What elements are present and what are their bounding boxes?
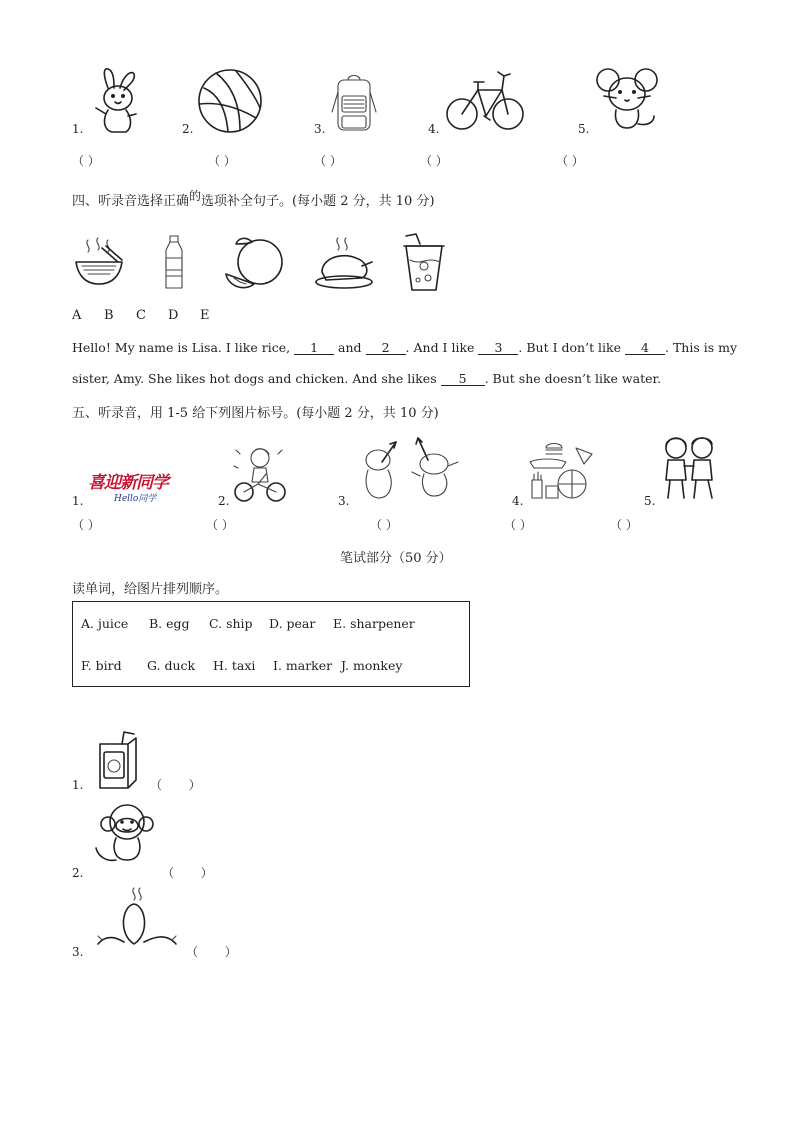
two-children-icon bbox=[656, 434, 720, 504]
backpack-icon bbox=[330, 72, 378, 134]
cloze-line-1 bbox=[72, 340, 737, 355]
word-option: E. sharpener bbox=[333, 616, 415, 631]
mouse-icon bbox=[594, 66, 660, 134]
cloze-text: . And I like bbox=[405, 340, 475, 355]
answer-blank[interactable]: （ ） bbox=[206, 518, 234, 532]
heading-superscript: 的 bbox=[189, 189, 202, 203]
item-number: 4. bbox=[512, 494, 524, 508]
word-option: J. monkey bbox=[341, 658, 403, 673]
item-number: 2. bbox=[218, 494, 230, 508]
heading-text-rest: 选项补全句子。(每小题 2 分，共 10 分) bbox=[201, 194, 435, 209]
cloze-text: sister, Amy. She likes hot dogs and chicken. And she likes bbox=[72, 371, 437, 386]
orange-icon bbox=[222, 234, 286, 292]
food-collection-icon bbox=[526, 440, 596, 504]
written-part-title: 笔试部分（50 分） bbox=[340, 551, 452, 566]
section5-heading: 五、听录音，用 1-5 给下列图片标号。(每小题 2 分，共 10 分) bbox=[72, 406, 439, 421]
word-option: C. ship bbox=[209, 616, 253, 631]
banner-subtitle: Hello同学 bbox=[114, 494, 157, 504]
item-number: 3. bbox=[72, 945, 84, 959]
item-number: 5. bbox=[644, 494, 656, 508]
answer-blank[interactable]: （ ） bbox=[504, 518, 532, 532]
item-number: 2. bbox=[72, 866, 84, 880]
bicycle-icon bbox=[444, 68, 526, 134]
word-option: H. taxi bbox=[213, 658, 256, 673]
option-letter: A bbox=[72, 308, 82, 323]
word-option: I. marker bbox=[273, 658, 333, 673]
answer-blank[interactable]: （ ） bbox=[610, 518, 638, 532]
boy-cycling-icon bbox=[232, 444, 288, 504]
item-number: 4. bbox=[428, 122, 440, 136]
answer-blank[interactable]: （ ） bbox=[162, 866, 213, 880]
answer-blank[interactable]: （ ） bbox=[208, 154, 236, 168]
answer-blank[interactable]: （ ） bbox=[72, 518, 100, 532]
item-number: 3. bbox=[338, 494, 350, 508]
monkey-icon bbox=[94, 802, 164, 866]
answer-blank[interactable]: （ ） bbox=[556, 154, 584, 168]
option-letter: B bbox=[104, 308, 114, 323]
noodles-icon bbox=[72, 236, 126, 290]
option-letter: D bbox=[168, 308, 179, 323]
egg-icon bbox=[94, 886, 180, 956]
section3-pictures bbox=[0, 0, 794, 170]
item-number: 2. bbox=[182, 122, 194, 136]
item-number: 3. bbox=[314, 122, 326, 136]
cartoon-characters-icon bbox=[358, 436, 462, 502]
cloze-blank-4[interactable]: 4 bbox=[625, 342, 665, 355]
answer-blank[interactable]: （ ） bbox=[314, 154, 342, 168]
welcome-banner-icon bbox=[88, 468, 188, 504]
word-option: D. pear bbox=[269, 616, 316, 631]
answer-blank[interactable]: （ ） bbox=[370, 518, 398, 532]
cloze-blank-1[interactable]: 1 bbox=[294, 342, 334, 355]
cloze-line-2 bbox=[72, 371, 661, 386]
written-instruction: 读单词，给图片排列顺序。 bbox=[72, 582, 229, 597]
cloze-text: and bbox=[338, 340, 362, 355]
option-letter: E bbox=[200, 308, 210, 323]
section4-heading bbox=[72, 190, 435, 209]
cloze-blank-2[interactable]: 2 bbox=[366, 342, 406, 355]
answer-blank[interactable]: （ ） bbox=[72, 154, 100, 168]
juice-box-icon bbox=[94, 730, 144, 792]
cloze-text: . But I don’t like bbox=[518, 340, 622, 355]
cloze-text: . But she doesn’t like water. bbox=[484, 371, 662, 386]
answer-blank[interactable]: （ ） bbox=[150, 778, 201, 792]
option-letter: C bbox=[136, 308, 146, 323]
answer-blank[interactable]: （ ） bbox=[186, 945, 237, 959]
word-option: A. juice bbox=[81, 616, 129, 631]
rabbit-icon bbox=[88, 64, 144, 136]
beach-ball-icon bbox=[196, 68, 264, 134]
item-number: 1. bbox=[72, 778, 84, 792]
soda-cup-icon bbox=[398, 232, 448, 294]
answer-blank[interactable]: （ ） bbox=[420, 154, 448, 168]
word-option: B. egg bbox=[149, 616, 190, 631]
cloze-text: . This is my bbox=[665, 340, 738, 355]
word-bank bbox=[72, 601, 470, 687]
word-option: G. duck bbox=[147, 658, 196, 673]
item-number: 5. bbox=[578, 122, 590, 136]
cloze-blank-3[interactable]: 3 bbox=[478, 342, 518, 355]
item-number: 1. bbox=[72, 122, 84, 136]
cloze-blank-5[interactable]: 5 bbox=[441, 373, 485, 386]
item-number: 1. bbox=[72, 494, 84, 508]
word-option: F. bird bbox=[81, 658, 122, 673]
chicken-icon bbox=[312, 236, 376, 290]
cloze-text: Hello! My name is Lisa. I like rice, bbox=[72, 340, 291, 355]
heading-text: 四、听录音选择正确 bbox=[72, 194, 190, 209]
water-bottle-icon bbox=[160, 234, 188, 292]
banner-title: 喜迎新同学 bbox=[88, 473, 168, 493]
